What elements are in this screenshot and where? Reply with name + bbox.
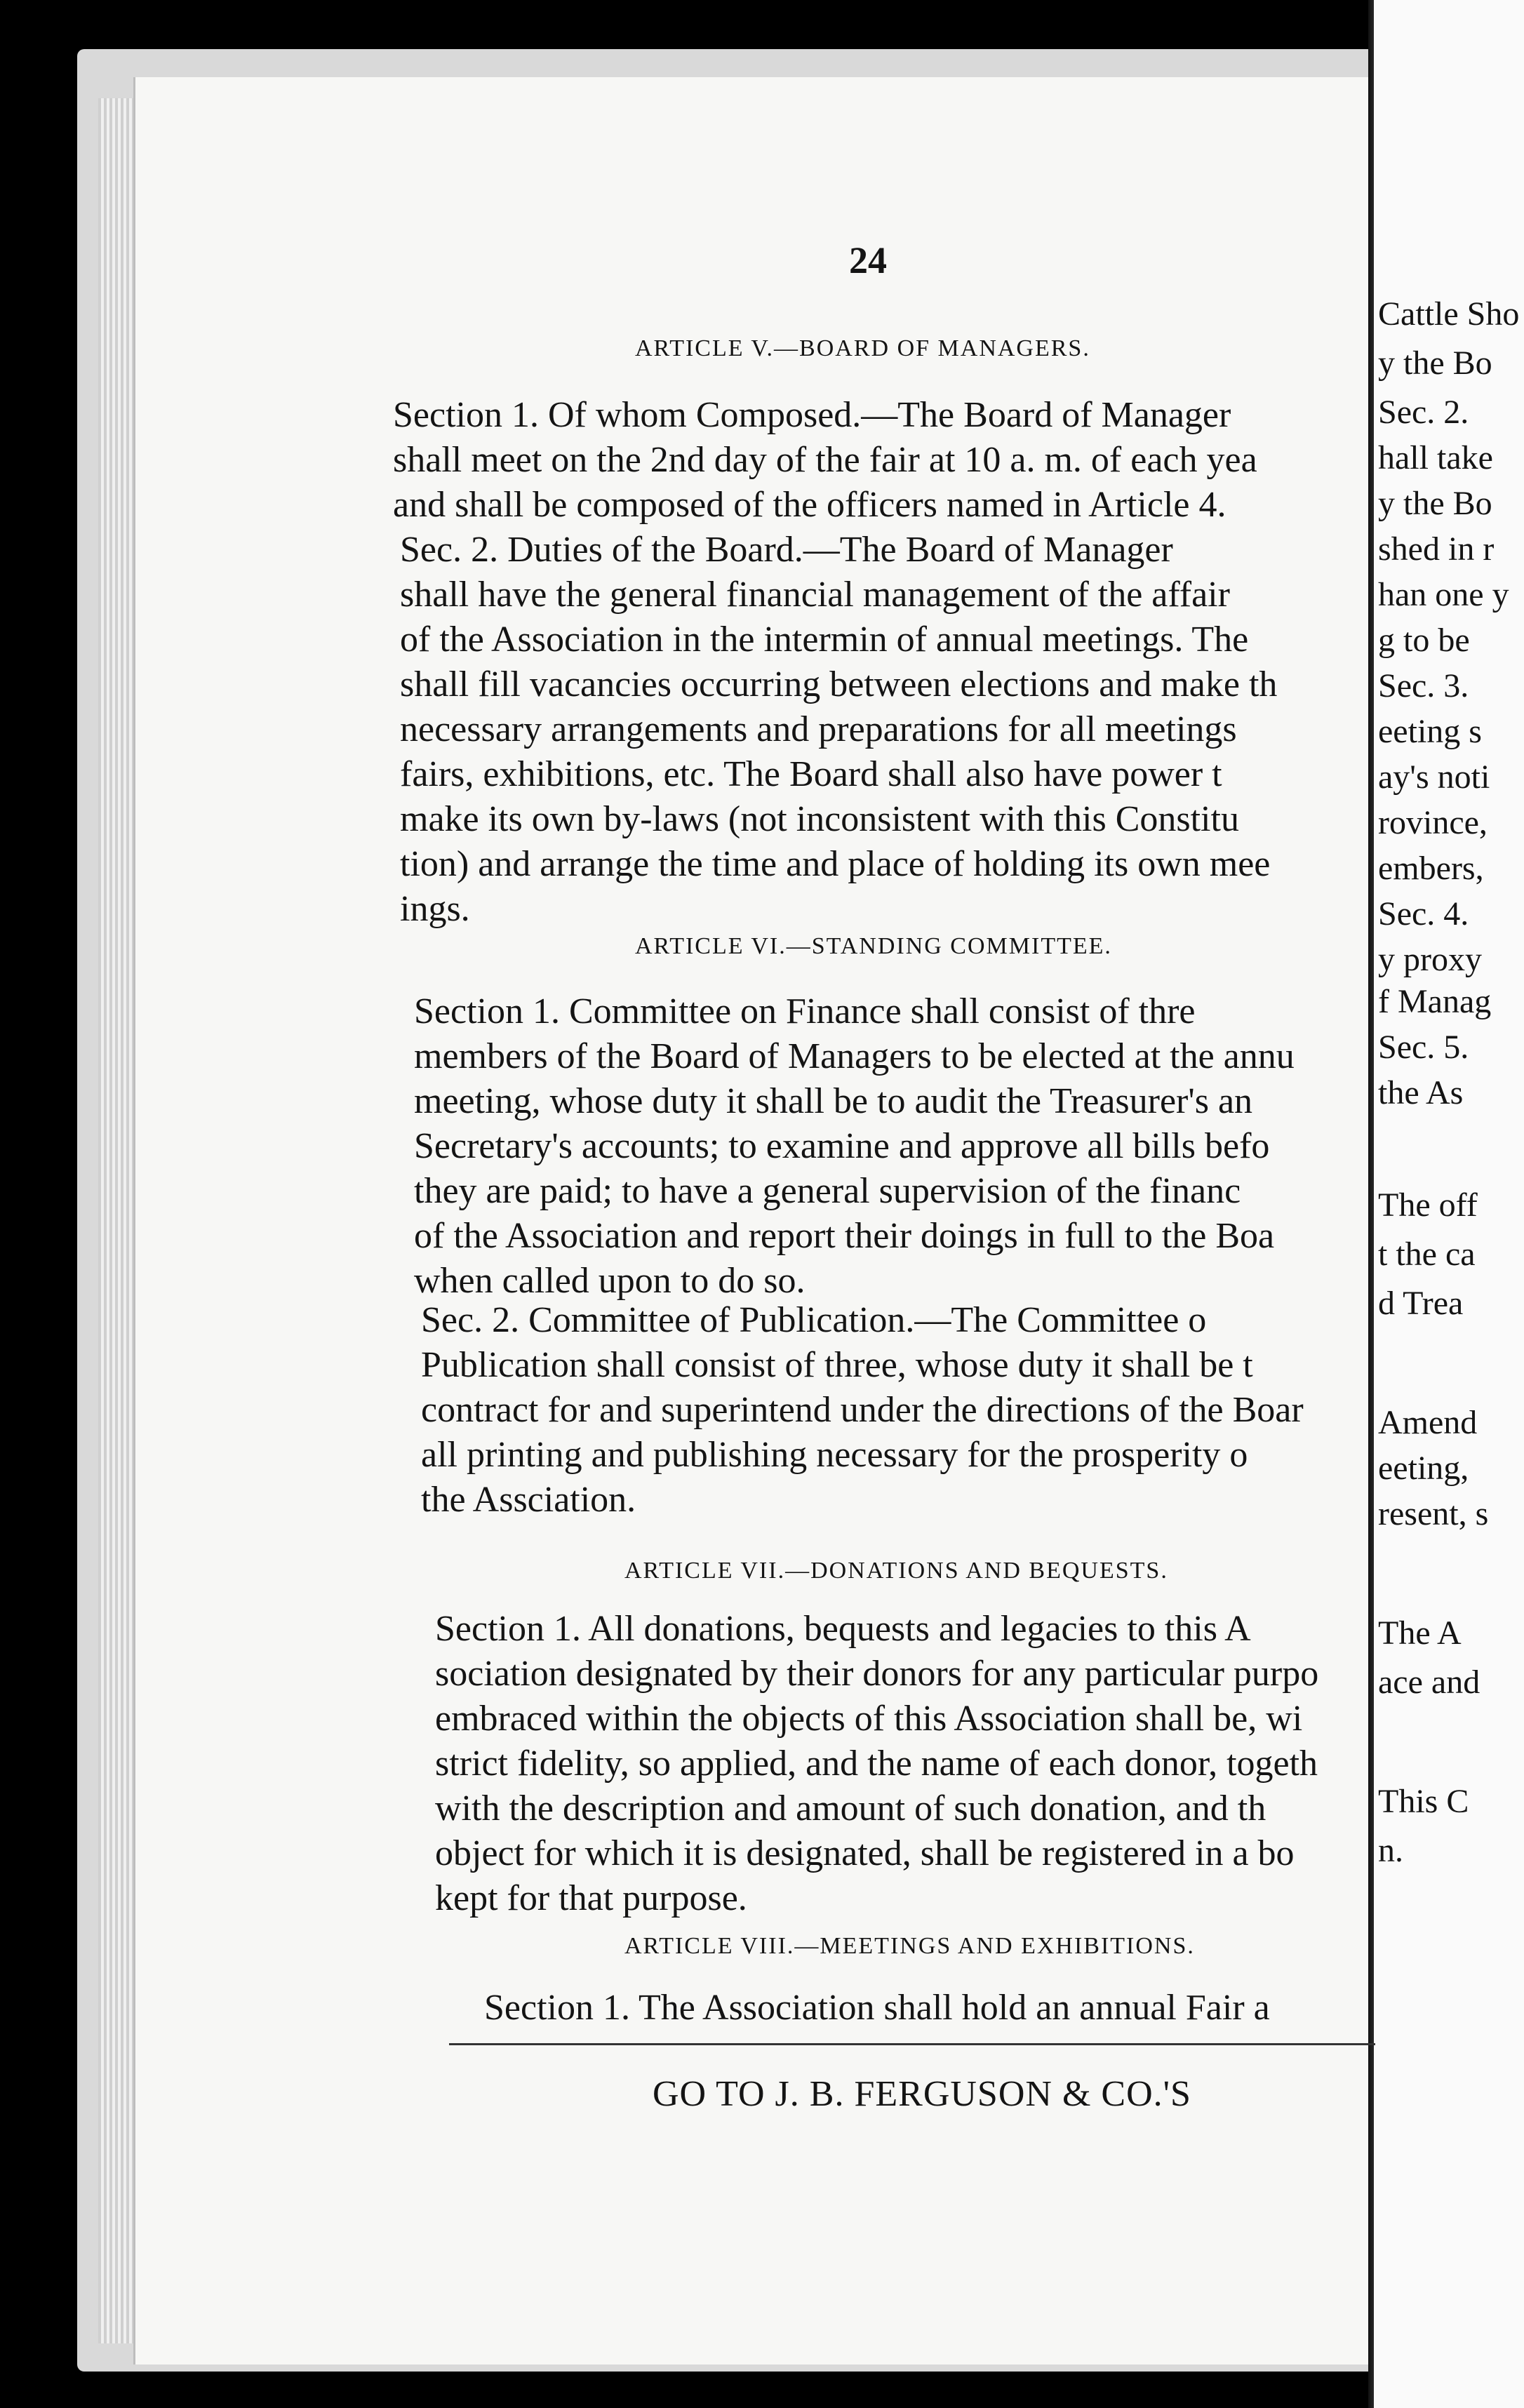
text-line: contract for and superintend under the directions of the Boar xyxy=(421,1390,1304,1430)
fragment-text: t the ca xyxy=(1378,1236,1476,1273)
article-8-heading: ARTICLE VIII.—MEETINGS AND EXHIBITIONS. xyxy=(624,1933,1195,1959)
text-line: members of the Board of Managers to be elected at the annu xyxy=(414,1036,1295,1076)
fragment-text: ace and xyxy=(1378,1664,1480,1701)
text-line: sociation designated by their donors for any particular purpo xyxy=(435,1654,1319,1694)
text-line: shall meet on the 2nd day of the fair at 10 a. m. of each yea xyxy=(393,440,1257,480)
text-line: meeting, whose duty it shall be to audit the Treasurer's an xyxy=(414,1081,1253,1121)
text-line: Section 1. Committee on Finance shall consist of thre xyxy=(414,991,1196,1031)
fragment-text: y the Bo xyxy=(1378,345,1492,382)
fragment-text: embers, xyxy=(1378,850,1484,887)
article-8-section-1 xyxy=(484,1986,1368,2031)
fragment-text: Sec. 2. xyxy=(1378,394,1469,431)
fragment-text: d Trea xyxy=(1378,1285,1464,1322)
text-line: Section 1. All donations, bequests and legacies to this A xyxy=(435,1609,1251,1649)
article-5-section-1 xyxy=(393,393,1368,528)
article-5-heading: ARTICLE V.—BOARD OF MANAGERS. xyxy=(635,335,1090,361)
text-line: object for which it is designated, shall be registered in a bo xyxy=(435,1833,1295,1873)
article-7-heading: ARTICLE VII.—DONATIONS AND BEQUESTS. xyxy=(624,1558,1168,1584)
text-line: kept for that purpose. xyxy=(435,1878,747,1918)
fragment-text: The A xyxy=(1378,1614,1462,1652)
fragment-text: eeting s xyxy=(1378,713,1482,750)
text-line: embraced within the objects of this Association shall be, wi xyxy=(435,1699,1303,1739)
fragment-text: the As xyxy=(1378,1074,1464,1111)
text-line: make its own by-laws (not inconsistent with this Constitu xyxy=(400,799,1239,839)
article-7-section-1 xyxy=(435,1607,1368,1921)
fragment-text: eeting, xyxy=(1378,1450,1469,1487)
fragment-text: y proxy xyxy=(1378,941,1482,978)
text-line: tion) and arrange the time and place of holding its own mee xyxy=(400,844,1271,884)
fragment-text: n. xyxy=(1378,1832,1403,1869)
right-page-fragments xyxy=(1374,0,1524,2408)
fragment-text: resent, s xyxy=(1378,1495,1489,1532)
fragment-text: han one y xyxy=(1378,576,1509,613)
fragment-text: Sec. 3. xyxy=(1378,667,1469,704)
page-fore-edge xyxy=(98,98,133,2343)
fragment-text: Sec. 4. xyxy=(1378,895,1469,932)
text-line: Publication shall consist of three, whose duty it shall be t xyxy=(421,1345,1253,1385)
text-line: when called upon to do so. xyxy=(414,1261,806,1301)
text-line: ings. xyxy=(400,889,470,929)
text-line: fairs, exhibitions, etc. The Board shall also have power t xyxy=(400,754,1222,794)
fragment-text: hall take xyxy=(1378,439,1493,476)
fragment-text: shed in r xyxy=(1378,530,1495,568)
text-line: Secretary's accounts; to examine and approve all bills befo xyxy=(414,1126,1270,1166)
text-line: they are paid; to have a general supervision of the financ xyxy=(414,1171,1241,1211)
text-line: and shall be composed of the officers named in Article 4. xyxy=(393,485,1226,525)
fragment-text: f Manag xyxy=(1378,983,1492,1020)
article-6-heading: ARTICLE VI.—STANDING COMMITTEE. xyxy=(635,933,1112,959)
fragment-text: rovince, xyxy=(1378,804,1488,841)
text-line: all printing and publishing necessary for the prosperity o xyxy=(421,1435,1248,1475)
article-6-section-1 xyxy=(414,989,1368,1304)
fragment-text: Amend xyxy=(1378,1404,1478,1441)
text-line: strict fidelity, so applied, and the name of each donor, togeth xyxy=(435,1744,1318,1784)
fragment-text: Cattle Sho xyxy=(1378,295,1520,333)
article-6-section-2 xyxy=(421,1298,1368,1523)
text-line: Section 1. The Association shall hold an annual Fair a xyxy=(484,1988,1270,2028)
page-number: 24 xyxy=(849,239,887,281)
text-line: shall have the general financial management of the affair xyxy=(400,575,1230,615)
footer-rule xyxy=(449,2043,1375,2045)
fragment-text: g to be xyxy=(1378,622,1470,659)
article-5-section-2 xyxy=(400,528,1368,932)
fragment-text: ay's noti xyxy=(1378,758,1490,796)
text-line: Sec. 2. Duties of the Board.—The Board of Manager xyxy=(400,530,1173,570)
text-line: necessary arrangements and preparations for all meetings xyxy=(400,709,1237,749)
fragment-text: This C xyxy=(1378,1783,1469,1820)
text-line: with the description and amount of such donation, and th xyxy=(435,1788,1266,1828)
fragment-text: y the Bo xyxy=(1378,485,1492,522)
footer-advertisement: GO TO J. B. FERGUSON & CO.'S xyxy=(653,2074,1191,2114)
text-line: of the Association and report their doings in full to the Boa xyxy=(414,1216,1275,1256)
fragment-text: The off xyxy=(1378,1186,1478,1224)
text-line: of the Association in the intermin of annual meetings. The xyxy=(400,620,1249,660)
text-line: Section 1. Of whom Composed.—The Board of Manager xyxy=(393,395,1231,435)
text-line: Sec. 2. Committee of Publication.—The Committee o xyxy=(421,1300,1207,1340)
fragment-text: Sec. 5. xyxy=(1378,1029,1469,1066)
text-line: the Assciation. xyxy=(421,1480,636,1520)
text-line: shall fill vacancies occurring between elections and make th xyxy=(400,664,1278,704)
